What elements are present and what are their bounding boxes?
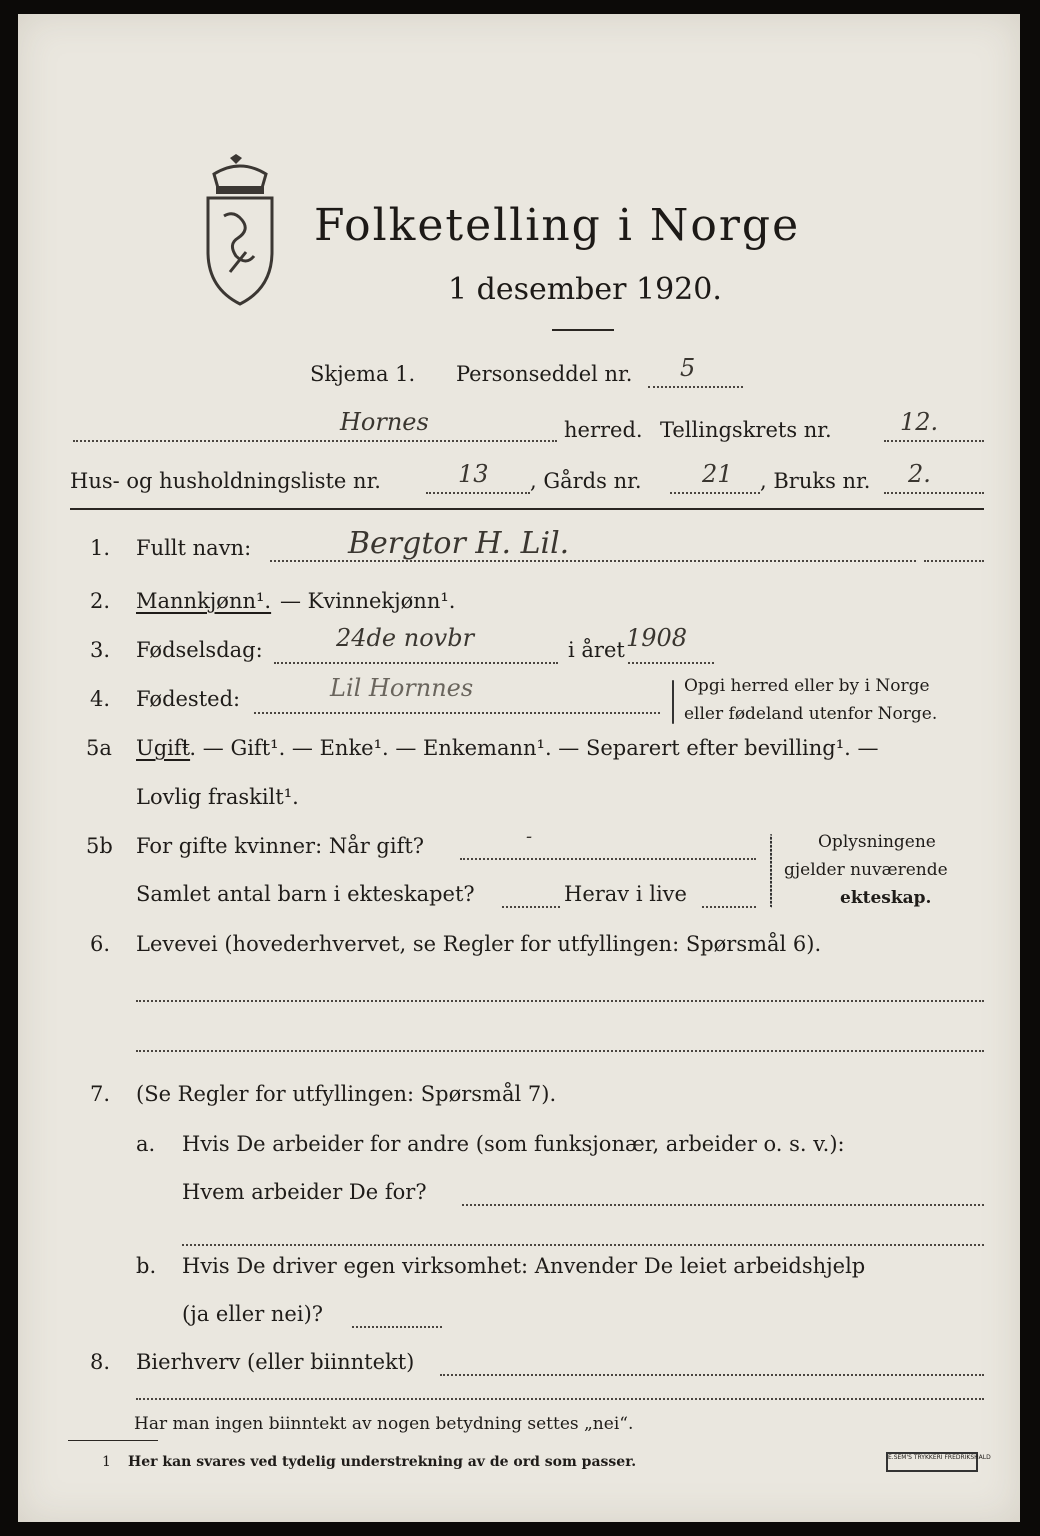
q4-note-line1: Opgi herred eller by i Norge [684, 676, 930, 696]
coat-of-arms-icon [190, 152, 290, 312]
footnote-rule [68, 1440, 158, 1441]
q4-note-line2: eller fødeland utenfor Norge. [684, 704, 938, 724]
form-title: Folketelling i Norge [314, 200, 801, 251]
personseddel-label: Personseddel nr. [456, 362, 633, 386]
q6-field-line-2[interactable] [136, 1050, 984, 1052]
q7a-label: Hvis De arbeider for andre (som funksjonær, arbeider o. s. v.): [182, 1132, 845, 1156]
q5a-number: 5a [86, 736, 112, 760]
hus-label: Hus- og husholdningsliste nr. [70, 469, 381, 493]
q4-number: 4. [90, 687, 111, 711]
q4-label: Fødested: [136, 687, 241, 711]
q2-mannkjonn-option[interactable]: Mannkjønn¹. [136, 589, 272, 613]
gards-field-line [670, 492, 760, 494]
q5b-number: 5b [86, 834, 113, 858]
q7b-field-line[interactable] [352, 1326, 442, 1328]
header-rule [70, 508, 984, 510]
q1-label: Fullt navn: [136, 536, 252, 560]
q5a-ugift-option[interactable]: Ugift [136, 736, 191, 760]
herred-value[interactable]: Hornes [340, 408, 429, 436]
tellingskrets-field-line [884, 440, 984, 442]
q5b-note-line3: ekteskap. [840, 888, 932, 908]
bruks-label: , Bruks nr. [760, 469, 871, 493]
q5a-lovlig-fraskilt-option[interactable]: Lovlig fraskilt¹. [136, 785, 299, 809]
herred-label: herred. [564, 418, 643, 442]
q8-field-line[interactable] [440, 1374, 984, 1376]
q4-note-bracket [672, 680, 674, 724]
q7b-label: Hvis De driver egen virksomhet: Anvender De leiet arbeidshjelp [182, 1254, 866, 1278]
q3-year-field-line [628, 662, 714, 664]
q3-field-line [274, 662, 558, 664]
q5b-alive-field-line [702, 906, 756, 908]
skjema-label: Skjema 1. [310, 362, 416, 386]
q7a-employer-label: Hvem arbeider De for? [182, 1180, 427, 1204]
q6-label: Levevei (hovederhvervet, se Regler for utfyllingen: Spørsmål 6). [136, 932, 822, 956]
hus-value[interactable]: 13 [458, 460, 489, 488]
q7a-employer-field-line-2[interactable] [182, 1244, 984, 1246]
q4-field-line [254, 712, 660, 714]
footnote-text: Her kan svares ved tydelig understrekning av de ord som passer. [128, 1454, 637, 1470]
q5b-alive-label: Herav i live [564, 882, 687, 906]
q1-full-name-value[interactable]: Bergtor H. Lil. [348, 526, 570, 561]
q7a-employer-field-line[interactable] [462, 1204, 984, 1206]
q4-birthplace-value[interactable]: Lil Hornnes [330, 674, 474, 702]
gards-label: , Gårds nr. [530, 469, 642, 493]
q7-label: (Se Regler for utfyllingen: Spørsmål 7). [136, 1082, 557, 1106]
q3-number: 3. [90, 638, 111, 662]
gards-value[interactable]: 21 [702, 460, 733, 488]
herred-field-line [73, 440, 557, 442]
note-biinntekt: Har man ingen biinntekt av nogen betydning settes „nei“. [134, 1414, 634, 1434]
q3-label: Fødselsdag: [136, 638, 263, 662]
q5b-married-label: For gifte kvinner: Når gift? [136, 834, 425, 858]
q1-field-line-end [924, 560, 984, 562]
q5b-children-field-line [502, 906, 560, 908]
q5b-note-bracket [770, 834, 772, 908]
tellingskrets-value[interactable]: 12. [900, 408, 939, 436]
q5b-married-field-line [460, 858, 756, 860]
q3-year-label: i året [568, 638, 625, 662]
q7a-letter: a. [136, 1132, 156, 1156]
q5a-marital-options[interactable]: ¹. — Gift¹. — Enke¹. — Enkemann¹. — Separert efter bevilling¹. — [181, 736, 879, 760]
footnote-number: 1 [102, 1454, 111, 1470]
q8-field-line-2[interactable] [136, 1398, 984, 1400]
q6-number: 6. [90, 932, 111, 956]
q7b-ja-nei-label: (ja eller nei)? [182, 1302, 324, 1326]
q3-birthday-value[interactable]: 24de novbr [336, 624, 475, 652]
q1-number: 1. [90, 536, 111, 560]
q8-number: 8. [90, 1350, 111, 1374]
bruks-value[interactable]: 2. [908, 460, 931, 488]
bruks-field-line [884, 492, 984, 494]
personseddel-value[interactable]: 5 [680, 354, 696, 382]
title-divider [552, 329, 614, 331]
personseddel-field-line [648, 386, 743, 388]
form-date: 1 desember 1920. [448, 272, 722, 307]
census-form-page [18, 14, 1020, 1522]
q7b-letter: b. [136, 1254, 157, 1278]
q5b-note-line2: gjelder nuværende [784, 860, 948, 880]
q5b-children-label: Samlet antal barn i ekteskapet? [136, 882, 475, 906]
q7-number: 7. [90, 1082, 111, 1106]
hus-field-line [426, 492, 530, 494]
q8-label: Bierhverv (eller biinntekt) [136, 1350, 415, 1374]
q5b-note-line1: Oplysningene [818, 832, 936, 852]
q5b-married-value[interactable]: - [526, 826, 533, 847]
q3-year-value[interactable]: 1908 [626, 624, 688, 652]
tellingskrets-label: Tellingskrets nr. [660, 418, 832, 442]
q2-kvinnekjonn-option[interactable]: — Kvinnekjønn¹. [280, 589, 456, 613]
q2-number: 2. [90, 589, 111, 613]
printer-stamp: E.SEM'S TRYKKERI FREDRIKSHALD [886, 1452, 978, 1472]
q6-field-line-1[interactable] [136, 1000, 984, 1002]
